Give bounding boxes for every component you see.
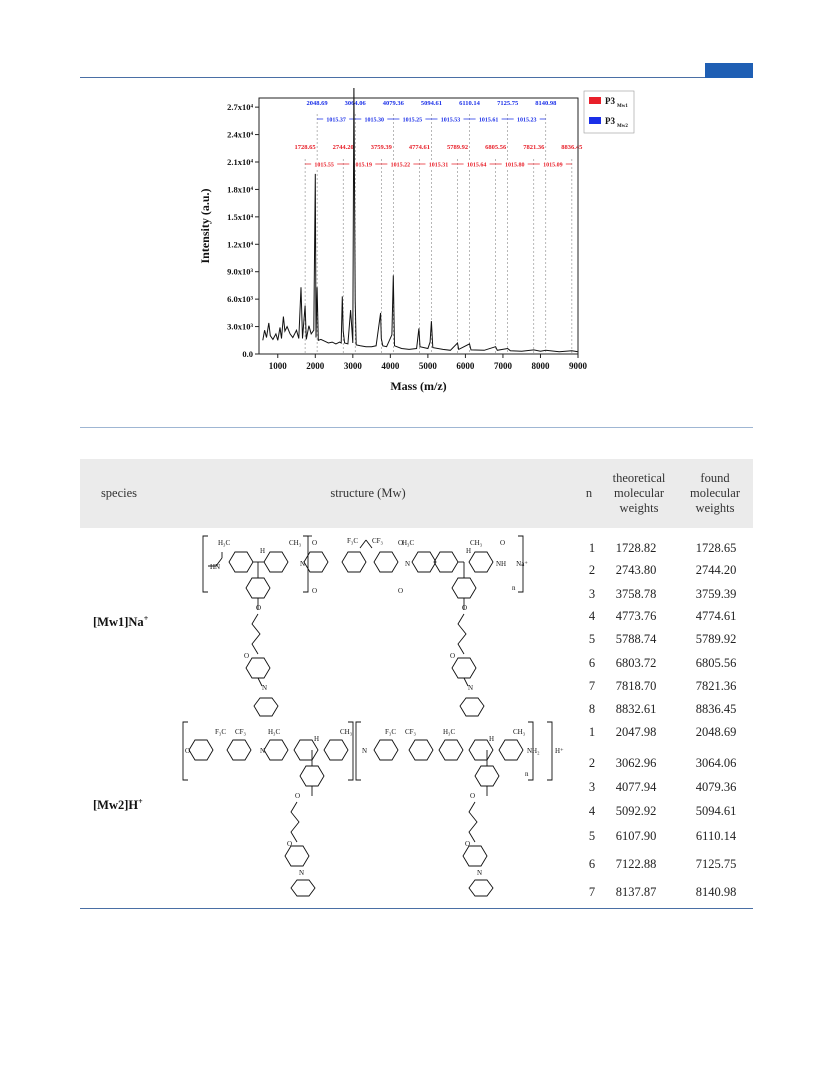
peak-label: 5094.61 <box>420 100 442 107</box>
label-o: O <box>470 792 476 800</box>
label-f3c: F₃C <box>215 728 227 736</box>
y-axis <box>198 102 259 359</box>
row-theoretical-mw: 1728.82 <box>615 541 657 555</box>
label-h3c: H₃C <box>402 539 415 547</box>
legend-sub: Mw1 <box>617 104 628 109</box>
y-tick-label: 1.5x10⁴ <box>227 211 253 222</box>
row-theoretical-mw: 5788.74 <box>615 632 657 646</box>
header-rule <box>80 77 753 78</box>
label-ch3: CH₃ <box>340 728 353 736</box>
spacing-label: 1015.61 <box>478 117 499 124</box>
row-n: 2 <box>588 563 596 577</box>
row-n: 3 <box>588 587 596 601</box>
label-o: O <box>256 604 262 612</box>
header-theoretical: theoretical molecular weights <box>612 471 666 515</box>
label-o: O <box>465 840 471 848</box>
label-h3c: H₃C <box>268 728 281 736</box>
peak-label: 2744.20 <box>332 144 354 151</box>
label-h3c: H₃C <box>443 728 456 736</box>
y-tick-label: 1.2x10⁴ <box>227 239 253 250</box>
species-mw1: [Mw1]Na+ <box>93 614 149 630</box>
spacing-label: 1015.53 <box>440 117 461 124</box>
row-found-mw: 3064.06 <box>695 756 737 770</box>
spacing-label: 1015.55 <box>314 162 334 169</box>
row-theoretical-mw: 8832.61 <box>615 702 657 716</box>
peak-label: 8836.45 <box>561 144 583 151</box>
row-found-mw: 5094.61 <box>695 804 737 818</box>
row-n: 6 <box>588 656 596 670</box>
label-o: O <box>398 587 404 595</box>
label-cf3: CF₃ <box>405 728 417 736</box>
x-axis <box>269 354 588 393</box>
label-h-plus: H⁺ <box>555 747 564 755</box>
legend-swatch <box>589 97 601 104</box>
label-ch3: CH₃ <box>470 539 483 547</box>
header-found: found molecular weights <box>690 471 740 515</box>
row-theoretical-mw: 6803.72 <box>615 656 657 670</box>
label-nh2: NH₂ <box>527 747 540 755</box>
label-cf3: CF₃ <box>235 728 247 736</box>
y-tick-label: 2.7x10⁴ <box>227 102 253 113</box>
row-n: 3 <box>588 780 596 794</box>
spectrum-line <box>263 88 578 352</box>
y-tick-label: 3.0x10³ <box>227 321 253 332</box>
structure-mw1 <box>200 530 530 720</box>
y-tick-label: 1.8x10⁴ <box>227 184 253 195</box>
label-n: N <box>405 560 411 568</box>
label-subscript-n: n <box>525 770 529 778</box>
row-n: 8 <box>588 702 596 716</box>
label-o: O <box>312 587 318 595</box>
row-n: 5 <box>588 829 596 843</box>
row-found-mw: 8140.98 <box>695 885 737 899</box>
x-tick-label: 7000 <box>493 361 512 371</box>
row-n: 1 <box>588 725 596 739</box>
peak-annotations <box>295 100 584 169</box>
x-tick-label: 2000 <box>306 361 325 371</box>
row-theoretical-mw: 6107.90 <box>615 829 657 843</box>
row-theoretical-mw: 2743.80 <box>615 563 657 577</box>
label-o: O <box>312 539 318 547</box>
row-n: 7 <box>588 885 596 899</box>
peak-label: 6110.14 <box>459 100 480 107</box>
legend-label: P3 <box>605 116 615 126</box>
row-found-mw: 1728.65 <box>695 541 737 555</box>
label-n: N <box>362 747 368 755</box>
label-h: H <box>466 547 472 555</box>
label-ch3: CH₃ <box>513 728 526 736</box>
row-n: 7 <box>588 679 596 693</box>
table-header <box>80 459 753 528</box>
spacing-label: 1015.30 <box>364 117 385 124</box>
peak-label: 4774.61 <box>408 144 430 151</box>
header-n: n <box>585 486 593 500</box>
peak-label: 3759.39 <box>370 144 392 151</box>
spacing-label: 1015.37 <box>326 117 346 124</box>
x-tick-label: 8000 <box>531 361 550 371</box>
x-tick-label: 1000 <box>268 361 287 371</box>
legend-sub: Mw2 <box>617 124 628 129</box>
label-na-plus: Na⁺ <box>516 560 528 568</box>
row-found-mw: 7125.75 <box>695 857 737 871</box>
y-tick-label: 6.0x10³ <box>227 294 253 305</box>
label-o: O <box>295 792 301 800</box>
row-found-mw: 8836.45 <box>695 702 737 716</box>
label-subscript-n: n <box>512 584 516 592</box>
row-theoretical-mw: 7818.70 <box>615 679 657 693</box>
label-o: O <box>185 747 191 755</box>
label-n: N <box>468 684 474 692</box>
row-found-mw: 7821.36 <box>695 679 737 693</box>
row-theoretical-mw: 3062.96 <box>615 756 657 770</box>
x-axis-label: Mass (m/z) <box>390 379 447 393</box>
y-tick-label: 0.0 <box>242 349 253 359</box>
row-found-mw: 4774.61 <box>695 609 737 623</box>
header-structure: structure (Mw) <box>330 486 406 500</box>
label-o: O <box>500 539 506 547</box>
y-axis-label: Intensity (a.u.) <box>198 188 212 264</box>
y-tick-label: 9.0x10³ <box>227 266 253 277</box>
x-tick-label: 4000 <box>381 361 400 371</box>
x-tick-label: 3000 <box>343 361 362 371</box>
spacing-label: 1015.23 <box>516 117 537 124</box>
row-theoretical-mw: 4077.94 <box>615 780 657 794</box>
label-n: N <box>299 869 305 877</box>
row-found-mw: 6110.14 <box>695 829 737 843</box>
label-f3c: F₃C <box>347 537 359 545</box>
row-found-mw: 2744.20 <box>695 563 737 577</box>
spacing-label: 1015.22 <box>390 162 411 169</box>
spectrum-trace <box>263 88 578 352</box>
peak-label: 3064.06 <box>344 100 366 107</box>
plot-frame <box>259 98 578 354</box>
chart-legend <box>584 91 634 133</box>
row-n: 5 <box>588 632 596 646</box>
spacing-label: 1015.19 <box>352 162 373 169</box>
label-n: N <box>300 560 306 568</box>
row-found-mw: 6805.56 <box>695 656 737 670</box>
peak-label: 7821.36 <box>523 144 545 151</box>
x-tick-label: 9000 <box>569 361 587 371</box>
label-h: H <box>260 547 266 555</box>
peak-label: 6805.56 <box>485 144 507 151</box>
spacing-label: 1015.31 <box>428 162 449 169</box>
label-f3c: F₃C <box>385 728 397 736</box>
row-theoretical-mw: 5092.92 <box>615 804 657 818</box>
row-found-mw: 2048.69 <box>695 725 737 739</box>
peak-label: 1728.65 <box>294 144 316 151</box>
header-accent-tab <box>705 63 753 78</box>
spacing-label: 1015.80 <box>504 162 525 169</box>
row-theoretical-mw: 3758.78 <box>615 587 657 601</box>
row-n: 1 <box>588 541 596 555</box>
label-o: O <box>462 604 468 612</box>
row-n: 4 <box>588 804 596 818</box>
label-hn: HN <box>210 563 221 571</box>
maldi-spectrum-chart <box>195 88 655 403</box>
x-tick-label: 6000 <box>456 361 475 371</box>
label-n: N <box>260 747 266 755</box>
label-ch3: CH₃ <box>289 539 302 547</box>
spacing-label: 1015.64 <box>466 162 487 169</box>
table-bottom-rule <box>80 908 753 909</box>
spacing-label: 1015.25 <box>402 117 423 124</box>
spacing-label: 1015.09 <box>543 162 563 169</box>
row-n: 2 <box>588 756 596 770</box>
label-o: O <box>287 840 293 848</box>
row-theoretical-mw: 7122.88 <box>615 857 657 871</box>
label-o: O <box>450 652 456 660</box>
peak-label: 8140.98 <box>535 100 557 107</box>
x-tick-label: 5000 <box>418 361 437 371</box>
header-species: species <box>100 486 138 500</box>
legend-swatch <box>589 117 601 124</box>
peak-label: 5789.92 <box>446 144 469 151</box>
y-tick-label: 2.1x10⁴ <box>227 157 253 167</box>
label-nh: NH <box>496 560 507 568</box>
row-found-mw: 3759.39 <box>695 587 737 601</box>
species-mw2: [Mw2]H+ <box>93 797 143 813</box>
y-tick-label: 2.4x10⁴ <box>227 129 253 140</box>
label-h: H <box>489 735 495 743</box>
label-o: O <box>398 539 404 547</box>
structure-mw2 <box>175 718 570 898</box>
row-found-mw: 5789.92 <box>695 632 737 646</box>
legend-label: P3 <box>605 96 615 106</box>
label-h: H <box>314 735 320 743</box>
row-theoretical-mw: 4773.76 <box>615 609 657 623</box>
peak-label: 7125.75 <box>497 100 519 107</box>
label-n: N <box>262 684 268 692</box>
row-n: 6 <box>588 857 596 871</box>
row-theoretical-mw: 8137.87 <box>615 885 657 899</box>
label-o: O <box>244 652 250 660</box>
label-h3c: H₃C <box>218 539 231 547</box>
label-cf3: CF₃ <box>372 537 384 545</box>
peak-label: 4079.36 <box>382 100 404 107</box>
row-found-mw: 4079.36 <box>695 780 737 794</box>
section-divider <box>80 427 753 428</box>
peak-label: 2048.69 <box>306 100 328 107</box>
label-n: N <box>477 869 483 877</box>
row-theoretical-mw: 2047.98 <box>615 725 657 739</box>
row-n: 4 <box>588 609 596 623</box>
